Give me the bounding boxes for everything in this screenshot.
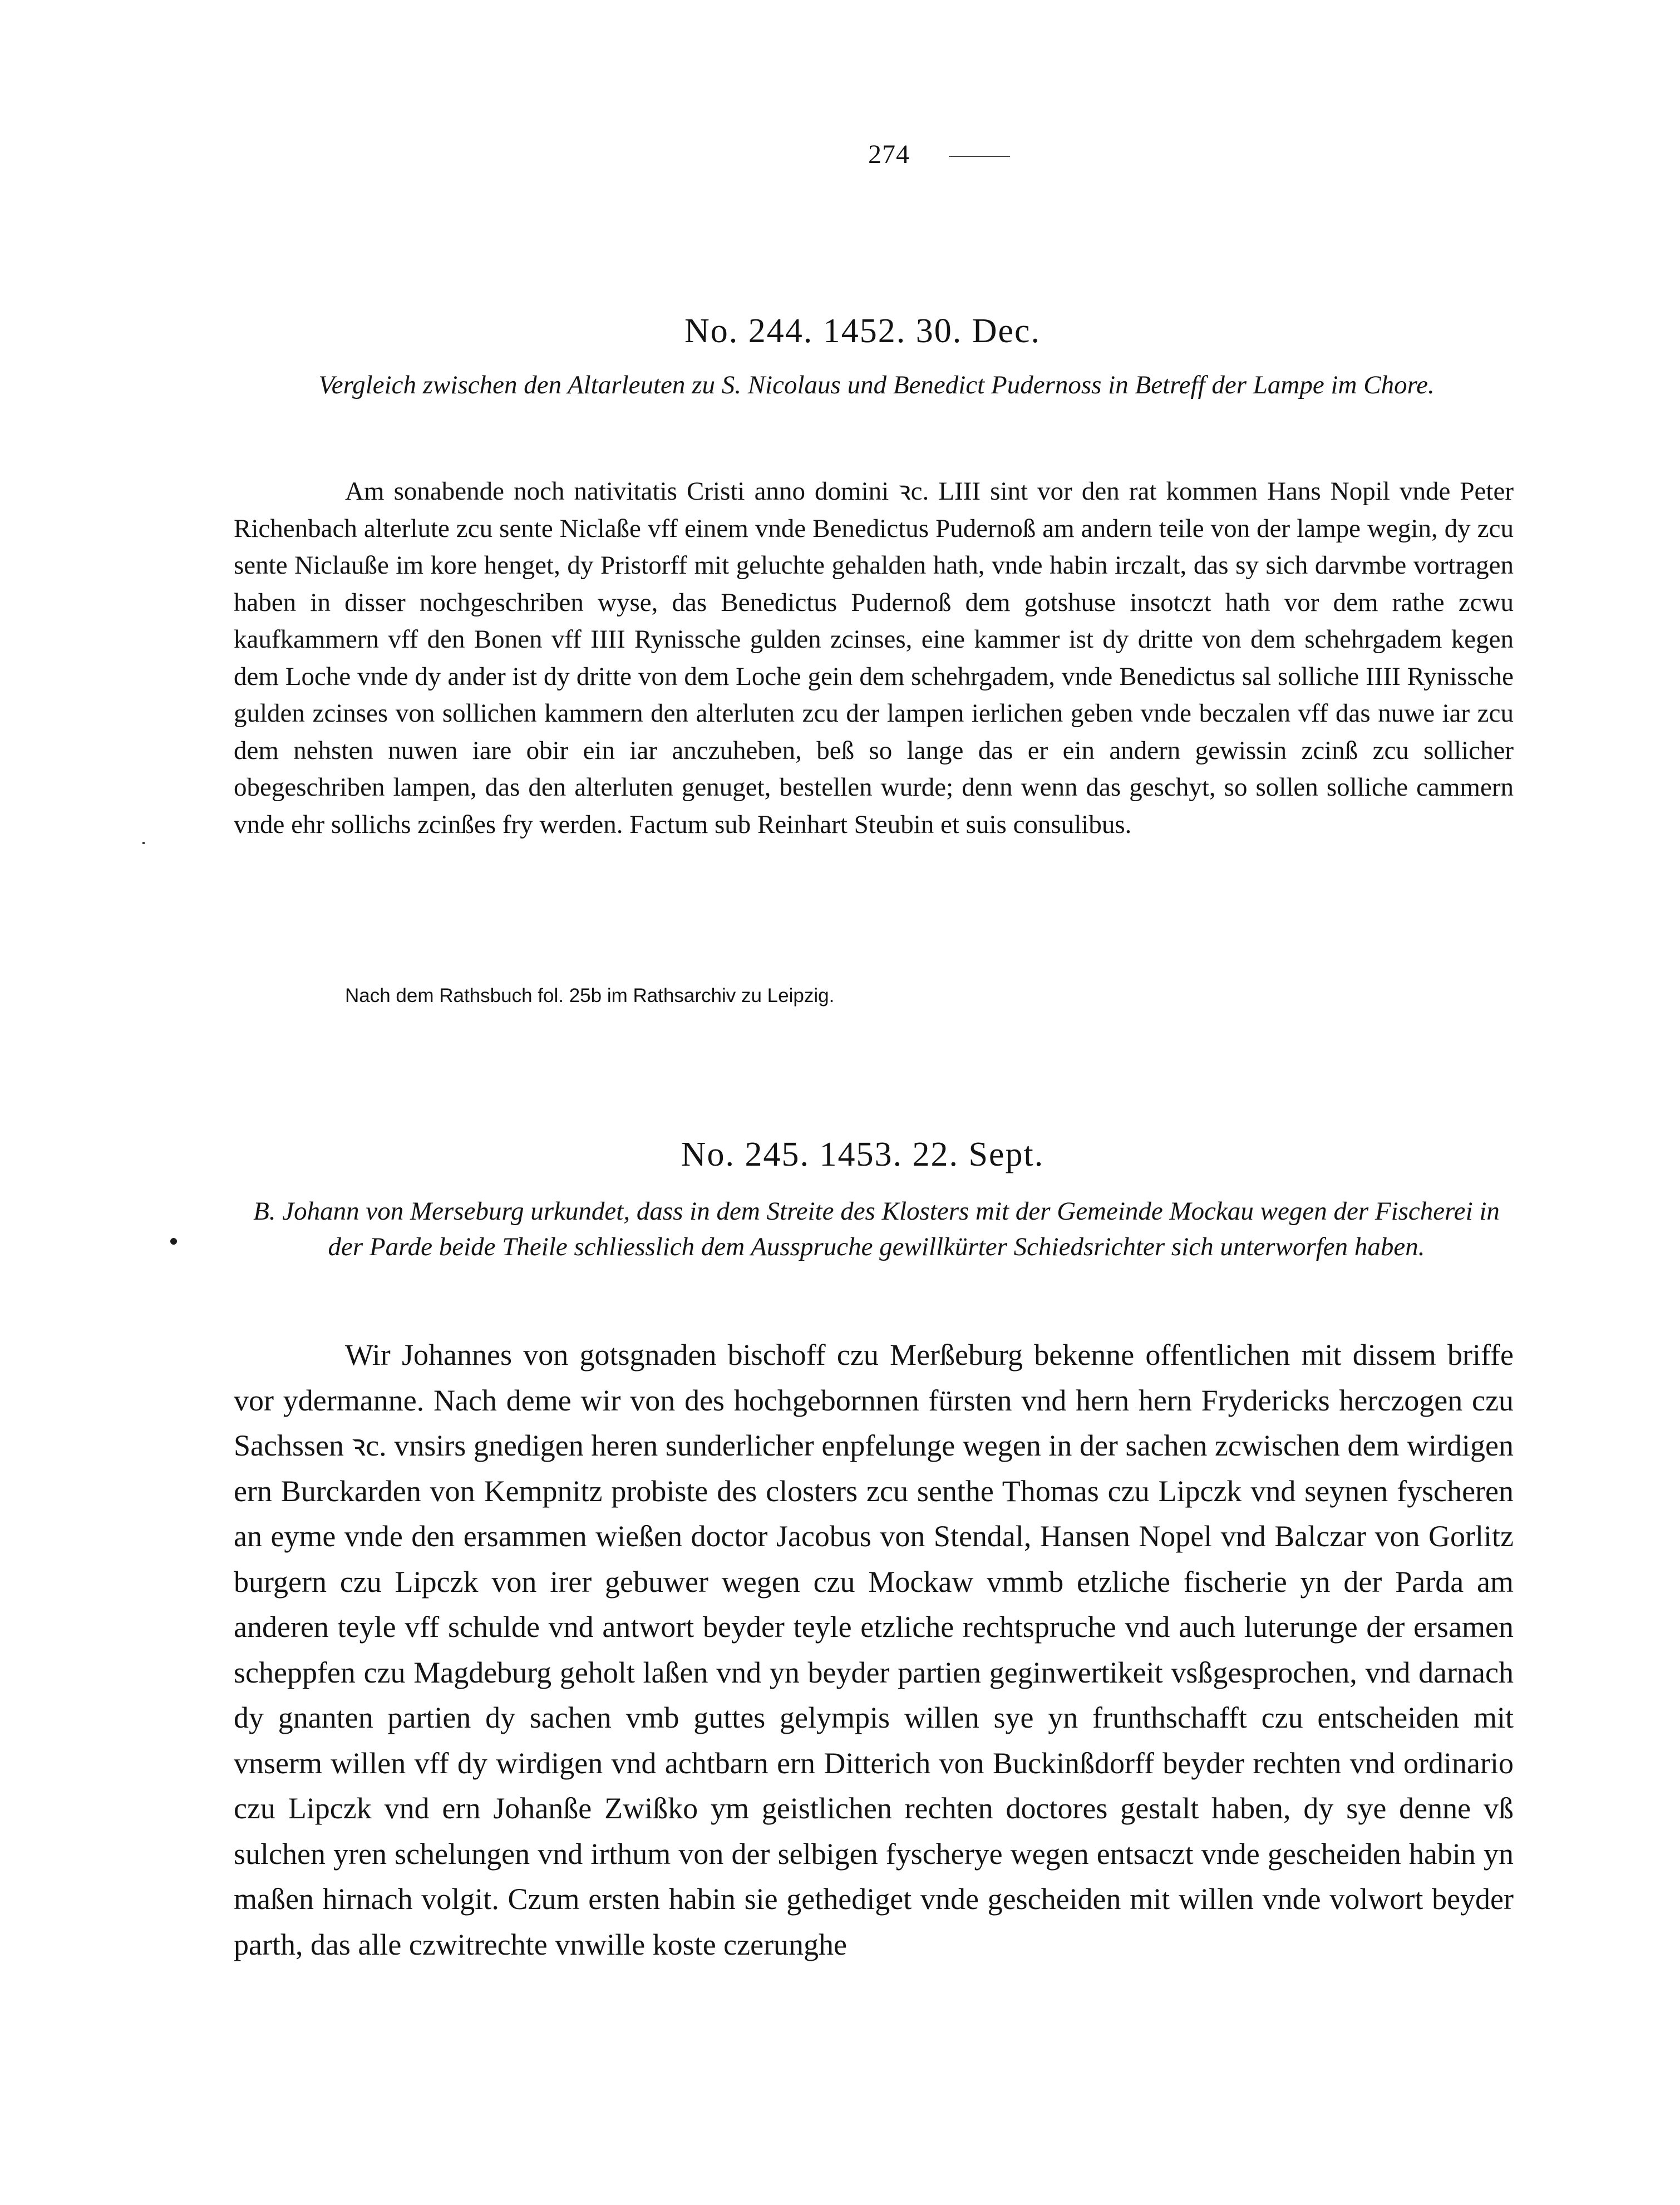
document-summary: B. Johann von Merseburg urkundet, dass in dem Streite des Klosters mit der Gemeinde Mockau wegen der Fischerei in der Parde beide Theile schliesslich dem Ausspruche gewillkürter Schiedsrichter sich unterworfen haben. [253, 1197, 1500, 1261]
source-note: Nach dem Rathsbuch fol. 25b im Rathsarchiv zu Leipzig. [345, 985, 835, 1007]
document-body: Am sonabende noch nativitatis Cristi anno domini ꝛc. LIII sint vor den rat kommen Hans Nopil vnde Peter Richenbach alterlute zcu sente Niclaße vff einem vnde Benedictus Pudernoß am andern teile von der lampe wegin, dy zcu sente Niclauße im kore henget, dy Pristorff mit geluchte gehalden hath, vnde habin irczalt, das sy sich darvmbe vortragen haben in disser nochgeschriben wyse, das Benedictus Pudernoß dem gotshuse insotczt hath vor dem rathe zcwu kaufkammern vff den Bonen vff IIII Rynissche gulden zcinses, eine kammer ist dy dritte von dem schehrgadem kegen dem Loche vnde dy ander ist dy dritte von dem Loche gein dem schehrgadem, vnde Benedictus sal solliche IIII Rynissche gulden zcinses von sollichen kammern den alterluten zcu der lampen ierlichen geben vnde beczalen vff das nuwe iar zcu dem nehsten nuwen iare obir ein iar anczuheben, beß so lange das er ein andern gewissin zcinß zcu sollicher obegeschriben lampen, das den alterluten genuget, bestellen wurde; denn wenn das geschyt, so sollen solliche cammern vnde ehr sollichs zcinßes fry werden. Factum sub Reinhart Steubin et suis consulibus. [234, 477, 1514, 839]
document-heading: No. 245. 1453. 22. Sept. [681, 1136, 1045, 1173]
document-body: Wir Johannes von gotsgnaden bischoff czu Merßeburg bekenne offentlichen mit dissem briffe vor ydermanne. Nach deme wir von des hochgebornnen fürsten vnd hern hern Frydericks herczogen czu Sachssen ꝛc. vnsirs gnedigen heren sunderlicher enpfelunge wegen in der sachen zcwischen dem wirdigen ern Burckarden von Kempnitz probiste des closters zcu senthe Thomas czu Lipczk vnd seynen fyscheren an eyme vnde den ersammen wießen doctor Jacobus von Stendal, Hansen Nopel vnd Balczar von Gorlitz burgern czu Lipczk von irer gebuwer wegen czu Mockaw vmmb etzliche fischerie yn der Parda am anderen teyle vff schulde vnd antwort beyder teyle etzliche rechtspruche vnd auch luterunge der ersamen scheppfen czu Magdeburg geholt laßen vnd yn beyder partien geginwertikeit vsßgesprochen, vnd darnach dy gnanten partien dy sachen vmb guttes gelympis willen sye yn frunthschafft czu entscheiden mit vnserm willen vff dy wirdigen vnd achtbarn ern Ditterich von Buckinßdorff beyder rechten vnd ordinario czu Lipczk vnd ern Johanße Zwißko ym geistlichen rechten doctores gestalt haben, dy sye denne vß sulchen yren schelungen vnd irthum von der selbigen fyscherye wegen entsaczt vnde gescheiden habin yn maßen hirnach volgit. Czum ersten habin sie gethediget vnde gescheiden mit willen vnde volwort beyder parth, das alle czwitrechte vnwille koste czerunghe [234, 1338, 1514, 1961]
header-rule [949, 156, 1010, 157]
margin-dot [170, 1238, 177, 1245]
margin-mark [142, 842, 145, 844]
page-number: 274 [868, 140, 910, 169]
document-heading: No. 244. 1452. 30. Dec. [684, 312, 1041, 350]
document-summary: Vergleich zwischen den Altarleuten zu S. Nicolaus und Benedict Pudernoss in Betreff der Lampe im Chore. [318, 371, 1435, 399]
page-header [868, 139, 1010, 170]
